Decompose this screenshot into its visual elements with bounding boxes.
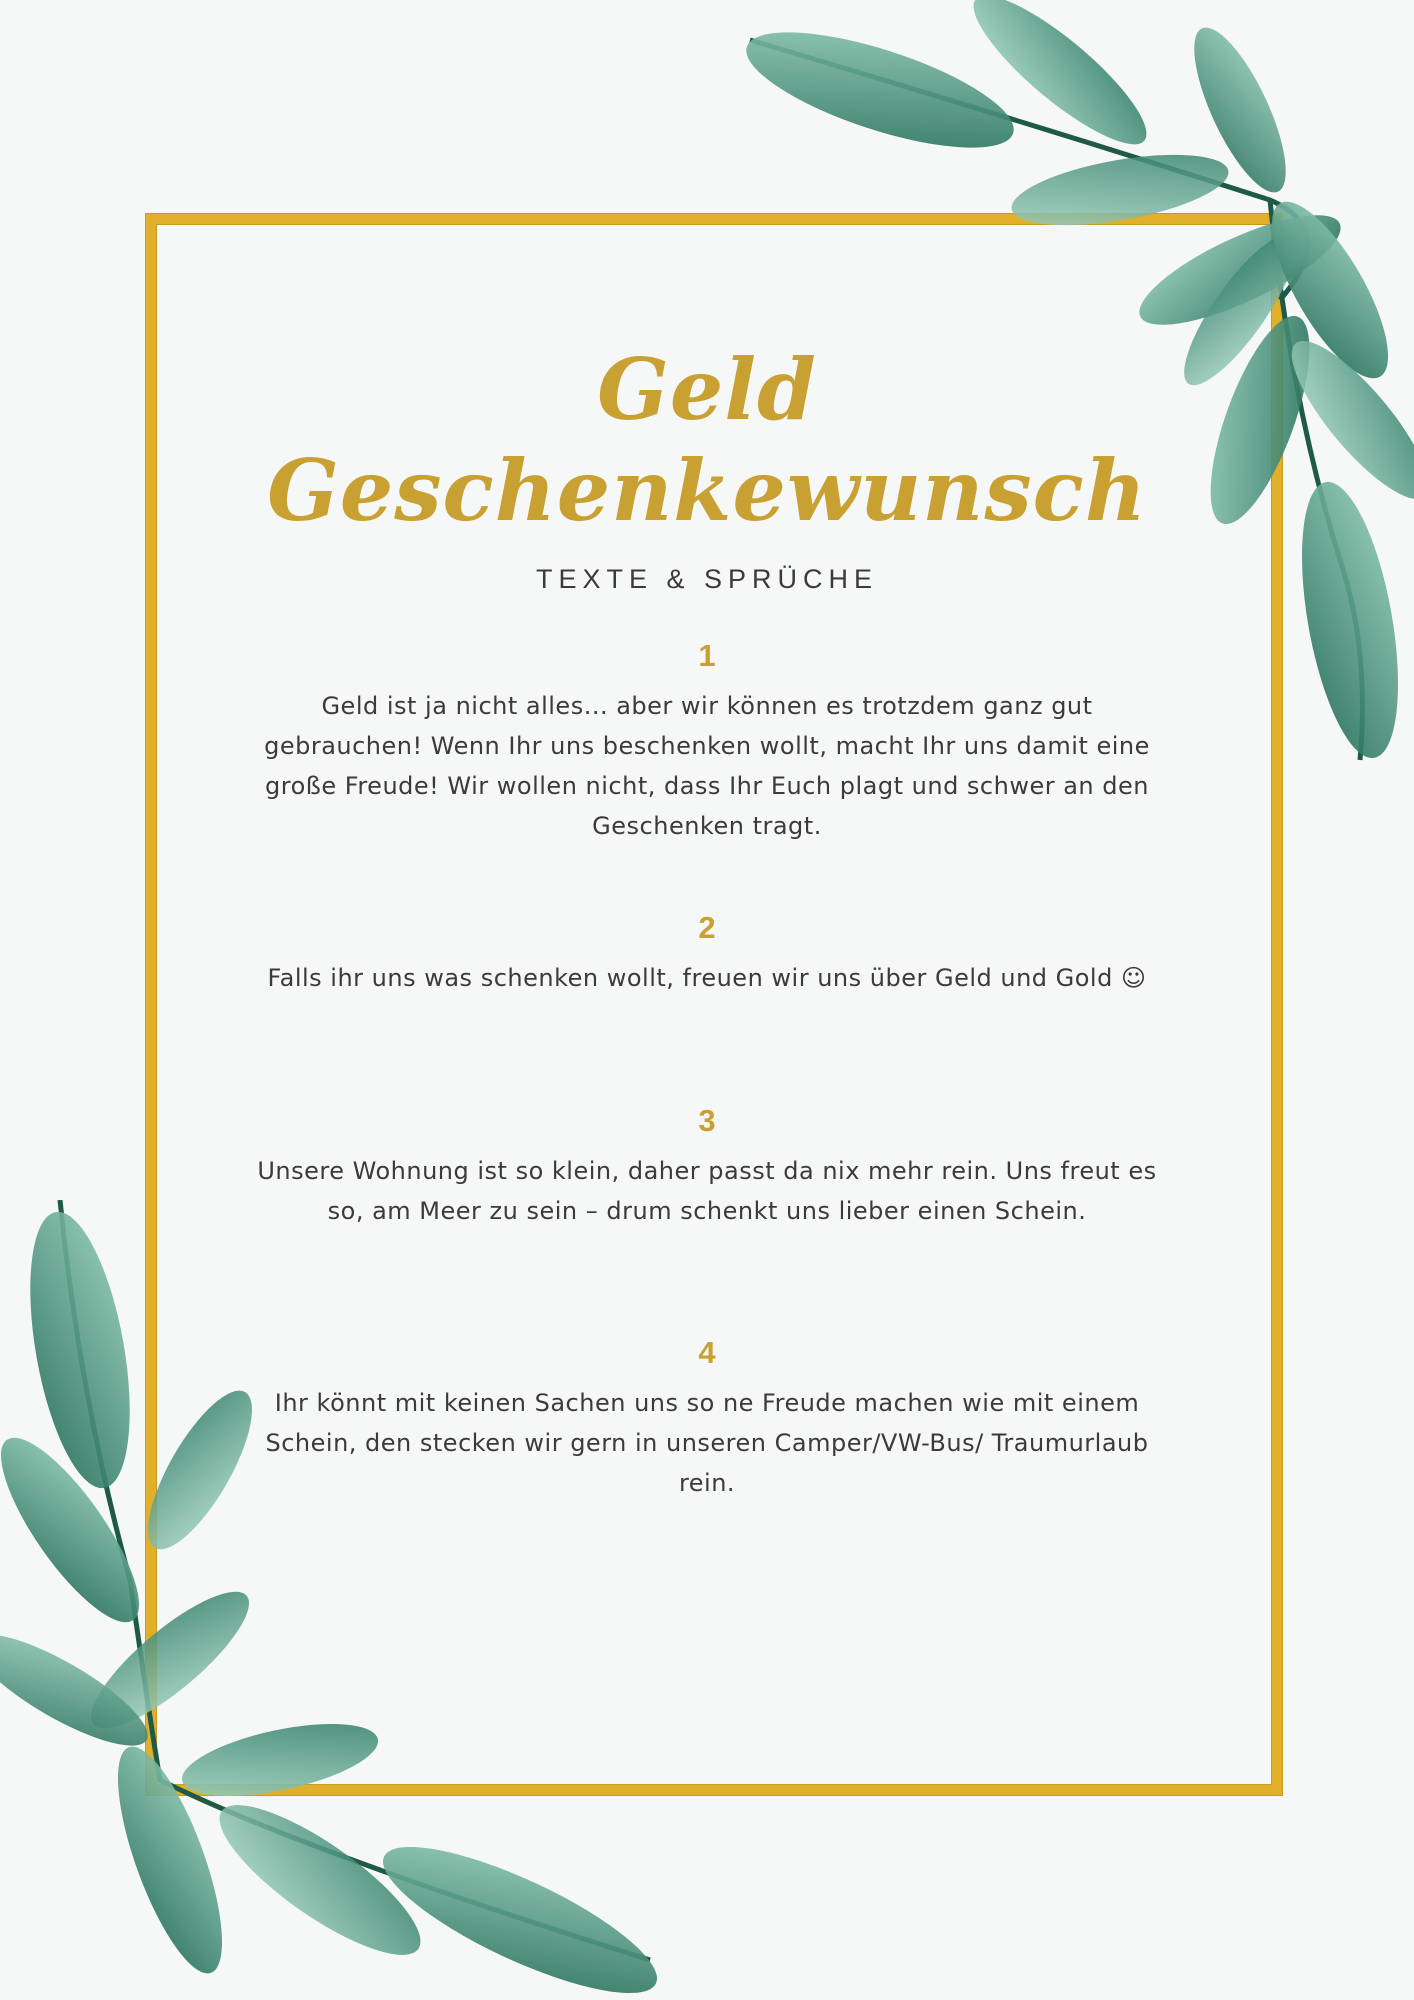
page-subtitle: TEXTE & SPRÜCHE bbox=[535, 563, 879, 594]
entry-number: 3 bbox=[698, 1103, 716, 1138]
entry-number: 4 bbox=[698, 1335, 716, 1370]
entry-number: 1 bbox=[698, 638, 716, 673]
entry-text: Falls ihr uns was schenken wollt, freuen wir uns über Geld und Gold ☺ bbox=[267, 964, 1147, 992]
leaf-branch-bottom-left bbox=[0, 1200, 680, 2000]
entry-3 bbox=[250, 1103, 1164, 1231]
content bbox=[250, 340, 1164, 1497]
entry-text: Unsere Wohnung ist so klein, daher passt da nix mehr rein. Uns freut es so, am Meer zu sein – drum schenkt uns lieber einen Schein. bbox=[257, 1157, 1157, 1225]
entry-2 bbox=[250, 910, 1164, 998]
entry-number: 2 bbox=[698, 910, 716, 945]
entry-1 bbox=[250, 638, 1164, 846]
entry-4 bbox=[250, 1335, 1164, 1503]
entry-text: Geld ist ja nicht alles... aber wir können es trotzdem ganz gut gebrauchen! Wenn Ihr uns beschenken wollt, macht Ihr uns damit eine große Freude! Wir wollen nicht, dass Ihr Euch plagt und schwer an den Geschenken tragt. bbox=[264, 692, 1150, 840]
entry-text: Ihr könnt mit keinen Sachen uns so ne Freude machen wie mit einem Schein, den stecken wir gern in unseren Camper/VW-Bus/ Traumurlaub rein. bbox=[265, 1389, 1149, 1497]
page-title: Geld Geschenkewunsch bbox=[267, 340, 1147, 540]
